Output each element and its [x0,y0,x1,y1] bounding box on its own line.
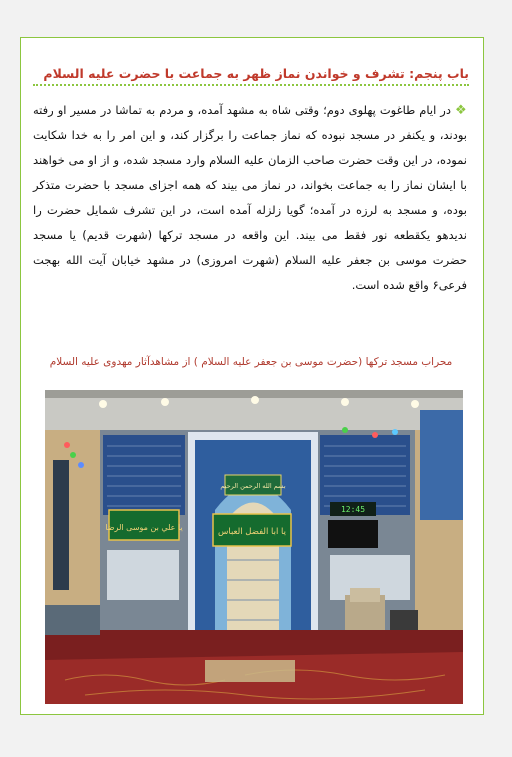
body-paragraph [33,98,467,298]
document-page [20,37,484,715]
mosque-mihrab-photo [45,390,463,704]
paragraph-text: در ايام طاغوت پهلوی دوم؛ وقتی شاه به مشهد آمده، و مردم به تماشا در مسیر او رفته بودند، و یکنفر در مسجد نبوده که نماز جماعت را برگزار کند، و این امر را به خدا شکایت نموده، در این وقت حضرت صاحب الزمان عليه السلام وارد مسجد شده، و از او می خواهند با ایشان نماز را به جماعت بخواند، در نماز می بیند که همه اجزای مسجد با حضرت متذکر بوده، و مسجد به لرزه در آمده؛ گویا زلزله آمده است، در این تشرف شمایل حضرت را ندیدهو یکقطعه نور فقط می بیند. این واقعه در مسجد ترکها (شهرت قدیم) یا مسجد حضرت موسی بن جعفر عليه السلام (شهرت امروزی) در مشهد خیابان آیت الله بهجت فرعی۶ واقع شده است. [33,103,467,292]
bullet-icon: ❖ [454,103,467,118]
clock-text: 12:45 [340,505,366,514]
photo-caption: محراب مسجد ترکها (حضرت موسی بن جعفر عليه السلام ) از مشاهدآثار مهدوی عليه السلام [49,356,453,368]
center-banner-text: يا ابا الفضل العباس [217,527,287,537]
mihrab-label-text: بسم الله الرحمن الرحيم [220,482,286,490]
chapter-title: باب پنجم: تشرف و خواندن نماز ظهر به جماعت با حضرت عليه السلام [33,66,469,86]
left-banner-text: يا علي بن موسى الرضا [105,523,183,532]
